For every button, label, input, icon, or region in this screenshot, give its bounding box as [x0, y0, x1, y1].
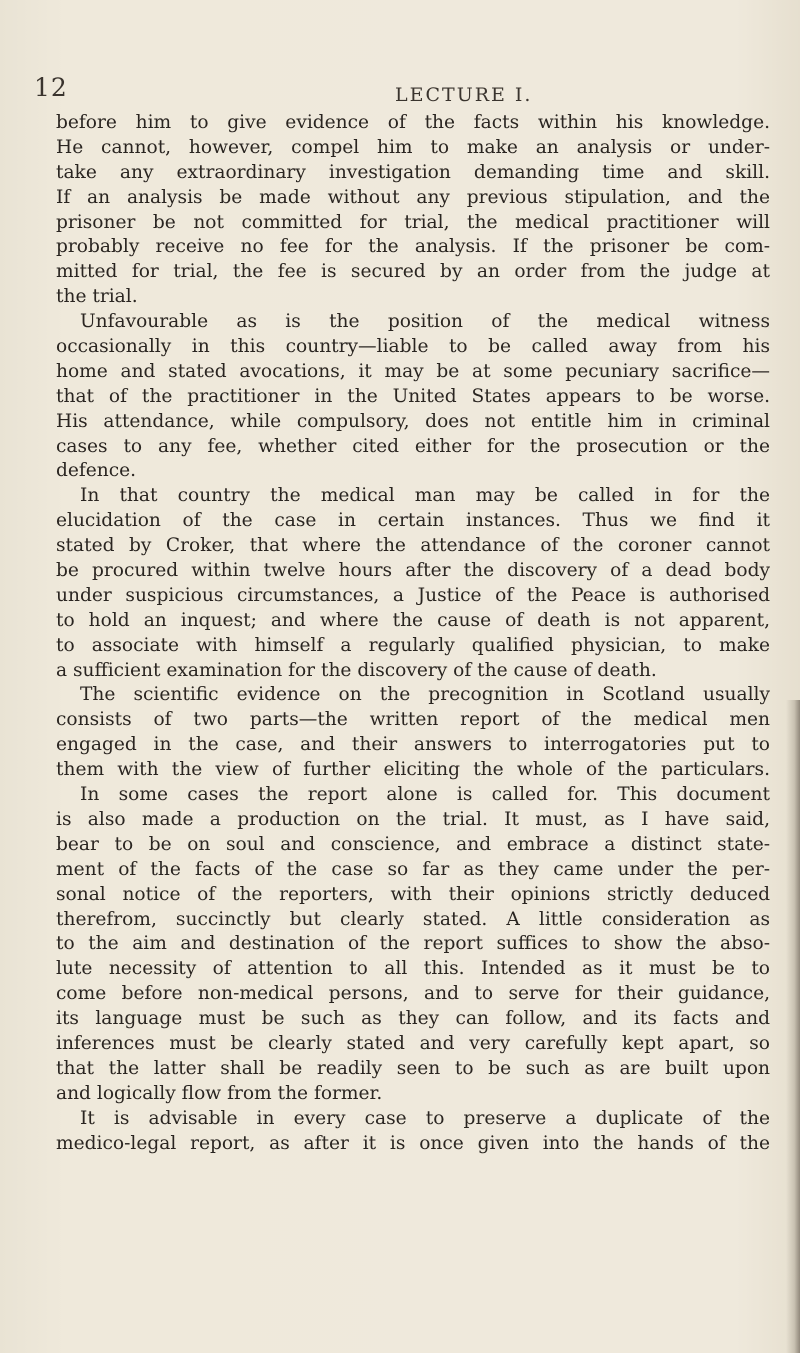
text-line: to hold an inquest; and where the cause of death is not apparent, — [56, 609, 770, 631]
text-line: mitted for trial, the fee is secured by an order from the judge at — [56, 261, 770, 283]
text-line: to the aim and destination of the report suffices to show the abso- — [56, 933, 770, 955]
text-line: In some cases the report alone is called for. This document — [80, 784, 770, 806]
text-line: that the latter shall be readily seen to be such as are built upon — [56, 1057, 770, 1079]
page-edge-shadow — [786, 700, 800, 1353]
text-line: inferences must be clearly stated and very carefully kept apart, so — [56, 1032, 770, 1054]
text-line: In that country the medical man may be called in for the — [80, 485, 770, 507]
text-line: His attendance, while compulsory, does not entitle him in criminal — [56, 410, 770, 432]
text-line: He cannot, however, compel him to make an analysis or under- — [56, 136, 770, 158]
text-line: engaged in the case, and their answers to interrogatories put to — [56, 734, 770, 756]
text-line: Unfavourable as is the position of the medical witness — [80, 311, 770, 333]
text-line: be procured within twelve hours after the discovery of a dead body — [56, 560, 770, 582]
page-number: 12 — [34, 73, 68, 102]
text-line: to associate with himself a regularly qualified physician, to make — [56, 634, 770, 656]
text-line: lute necessity of attention to all this. Intended as it must be to — [56, 958, 770, 980]
text-line: The scientific evidence on the precognition in Scotland usually — [80, 684, 770, 706]
text-line: therefrom, succinctly but clearly stated. A little consideration as — [56, 908, 770, 930]
text-line: It is advisable in every case to preserve a duplicate of the — [80, 1107, 770, 1129]
text-line: is also made a production on the trial. It must, as I have said, — [56, 808, 770, 830]
text-line: bear to be on soul and conscience, and embrace a distinct state- — [56, 833, 770, 855]
text-line: defence. — [56, 460, 137, 482]
text-line: If an analysis be made without any previous stipulation, and the — [56, 186, 770, 208]
running-head: LECTURE I. — [395, 84, 533, 106]
text-line: come before non-medical persons, and to serve for their guidance, — [56, 983, 770, 1005]
text-line: and logically flow from the former. — [56, 1082, 383, 1104]
text-line: its language must be such as they can follow, and its facts and — [56, 1008, 770, 1030]
text-line: sonal notice of the reporters, with their opinions strictly deduced — [56, 883, 770, 905]
text-line: a sufficient examination for the discovery of the cause of death. — [56, 659, 657, 681]
text-line: them with the view of further eliciting the whole of the particulars. — [56, 759, 770, 781]
text-line: home and stated avocations, it may be at some pecuniary sacrifice— — [56, 360, 770, 382]
text-line: that of the practitioner in the United States appears to be worse. — [56, 385, 770, 407]
text-line: before him to give evidence of the facts within his knowledge. — [56, 112, 770, 133]
text-line: medico-legal report, as after it is once given into the hands of the — [56, 1132, 770, 1154]
text-line: probably receive no fee for the analysis. If the prisoner be com- — [56, 236, 770, 258]
text-line: elucidation of the case in certain instances. Thus we find it — [56, 510, 770, 532]
text-line: ment of the facts of the case so far as they came under the per- — [56, 858, 770, 880]
text-line: the trial. — [56, 286, 138, 308]
text-line: stated by Croker, that where the attendance of the coroner cannot — [56, 535, 770, 557]
text-line: cases to any fee, whether cited either for the prosecution or the — [56, 435, 770, 457]
body-text — [56, 111, 770, 1156]
text-line: occasionally in this country—liable to be called away from his — [56, 336, 770, 358]
text-line: take any extraordinary investigation demanding time and skill. — [56, 161, 770, 183]
text-line: prisoner be not committed for trial, the medical practitioner will — [56, 211, 770, 233]
text-line: under suspicious circumstances, a Justice of the Peace is authorised — [56, 584, 770, 606]
text-line: consists of two parts—the written report of the medical men — [56, 709, 770, 731]
